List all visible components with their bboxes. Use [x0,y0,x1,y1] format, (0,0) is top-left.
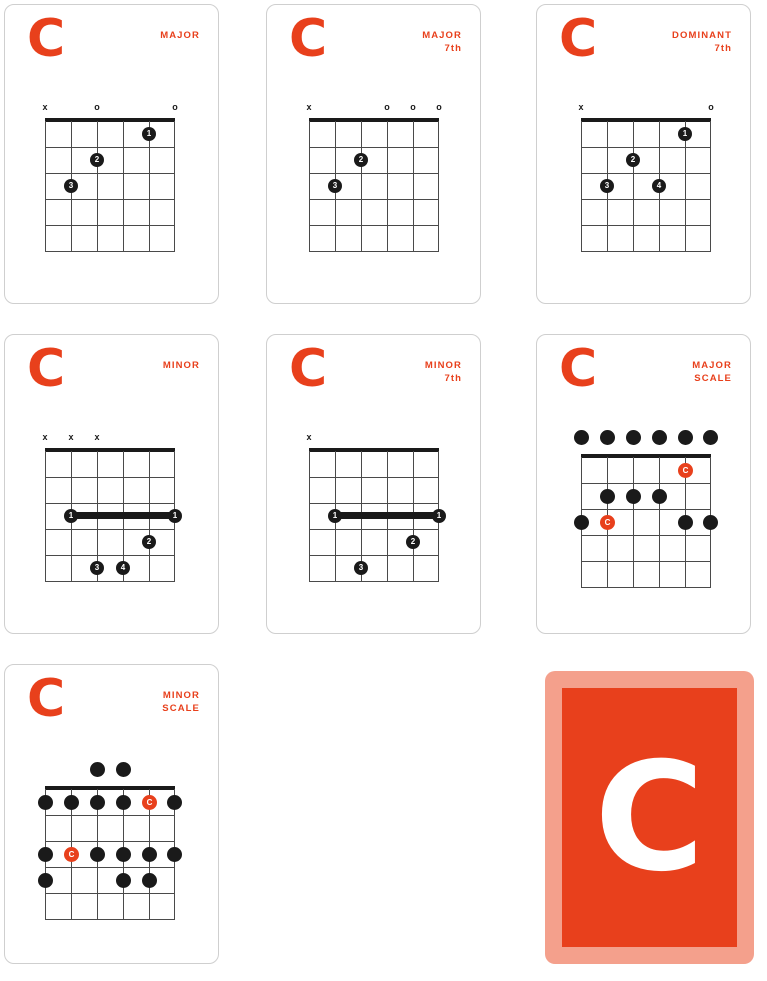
scale-dot [38,795,53,810]
nut [581,454,711,458]
card-root-letter: C [289,9,328,69]
card-label-line1: MINOR [162,690,200,701]
card-label-line2: 7th [444,373,462,384]
fretboard-diagram [581,457,711,587]
scale-dot [167,795,182,810]
fret-line [309,225,439,226]
card-root-letter: C [559,9,598,69]
fret-line [45,867,175,868]
finger-dot: 2 [142,535,156,549]
fret-line [45,529,175,530]
fret-line [581,251,711,252]
string-line [387,121,388,251]
fret-line [45,477,175,478]
fret-line [45,555,175,556]
scale-dot [142,873,157,888]
fret-line [45,251,175,252]
card-back-letter: C [594,730,705,905]
string-marker-open: o [410,102,416,112]
card-label-line1: MINOR [162,360,200,371]
finger-dot: 3 [600,179,614,193]
string-line [659,457,660,587]
scale-card-c-minor-scale[interactable] [4,664,219,964]
fret-line [45,147,175,148]
finger-dot: 4 [116,561,130,575]
scale-dot [90,795,105,810]
fret-line [309,147,439,148]
fret-line [309,529,439,530]
string-line [581,121,582,251]
fret-line [309,173,439,174]
fret-line [581,225,711,226]
scale-dot [600,489,615,504]
string-marker-x: x [42,432,48,442]
fret-line [581,509,711,510]
nut [45,786,175,790]
open-string-dot [116,762,131,777]
scale-root-dot: C [142,795,157,810]
fret-line [309,581,439,582]
fret-line [581,561,711,562]
fretboard-diagram [578,102,714,251]
fret-line [45,815,175,816]
open-string-dot [652,430,667,445]
fret-line [581,587,711,588]
fretboard-diagram [306,432,442,581]
fret-line [581,173,711,174]
string-marker-x: x [306,102,312,112]
string-line [361,121,362,251]
card-label-line1: MAJOR [692,360,732,371]
string-line [633,121,634,251]
nut [309,448,439,452]
nut [309,118,439,122]
nut [45,118,175,122]
fretboard-diagram [42,432,178,581]
scale-dot [90,847,105,862]
open-string-dot [703,430,718,445]
string-line [710,121,711,251]
finger-dot: 3 [90,561,104,575]
string-line [45,121,46,251]
finger-dot: 1 [168,509,182,523]
card-label-line2: 7th [444,43,462,54]
card-root-letter: C [27,339,66,399]
fretboard-diagram [42,102,178,251]
card-label-line1: DOMINANT [672,30,732,41]
fret-line [309,199,439,200]
finger-dot: 3 [328,179,342,193]
fret-line [45,581,175,582]
fret-line [309,477,439,478]
scale-dot [38,847,53,862]
fret-line [581,147,711,148]
card-label-line1: MAJOR [160,30,200,41]
string-line [174,121,175,251]
scale-dot [38,873,53,888]
card-label [162,689,200,715]
string-marker-open: o [384,102,390,112]
scale-dot [167,847,182,862]
scale-root-dot: C [678,463,693,478]
finger-dot: 2 [90,153,104,167]
finger-dot: 1 [432,509,446,523]
fret-line [45,841,175,842]
chord-card-c-dominant-7th[interactable] [536,4,751,304]
fret-line [45,893,175,894]
chord-card-c-major[interactable] [4,4,219,304]
card-label [425,359,462,385]
string-marker-open: o [172,102,178,112]
fret-line [581,199,711,200]
string-marker-x: x [578,102,584,112]
card-label-line2: SCALE [694,373,732,384]
open-string-dot [626,430,641,445]
card-label-line2: SCALE [162,703,200,714]
scale-dot [574,515,589,530]
fret-line [45,173,175,174]
chord-card-c-minor[interactable] [4,334,219,634]
fret-line [45,199,175,200]
finger-dot: 1 [64,509,78,523]
scale-dot [116,847,131,862]
open-string-dot [678,430,693,445]
open-string-dot [574,430,589,445]
scale-dot [703,515,718,530]
card-label [160,29,200,42]
scale-root-dot: C [64,847,79,862]
scale-dot [64,795,79,810]
fret-line [45,225,175,226]
string-marker-open: o [436,102,442,112]
string-line [123,121,124,251]
finger-dot: 3 [354,561,368,575]
string-line [45,451,46,581]
fretboard-diagram [45,789,175,919]
chord-card-c-major-7th[interactable] [266,4,481,304]
string-line [633,457,634,587]
nut [581,118,711,122]
scale-dot [652,489,667,504]
string-line [97,121,98,251]
barre-bar [71,512,175,519]
card-label-line1: MAJOR [422,30,462,41]
string-marker-x: x [68,432,74,442]
finger-dot: 4 [652,179,666,193]
open-string-dot [90,762,105,777]
finger-dot: 3 [64,179,78,193]
card-root-letter: C [559,339,598,399]
scale-dot [142,847,157,862]
scale-card-c-major-scale[interactable] [536,334,751,634]
card-label [163,359,200,372]
card-root-letter: C [27,9,66,69]
fret-line [309,555,439,556]
card-label-line1: MINOR [424,360,462,371]
string-line [413,121,414,251]
fret-line [581,535,711,536]
fret-line [581,483,711,484]
card-label [422,29,462,55]
scale-root-dot: C [600,515,615,530]
string-marker-x: x [306,432,312,442]
fret-line [45,919,175,920]
card-back-panel [562,688,737,947]
finger-dot: 2 [626,153,640,167]
card-back[interactable] [545,671,754,964]
finger-dot: 2 [354,153,368,167]
fret-line [309,251,439,252]
nut [45,448,175,452]
string-marker-x: x [42,102,48,112]
chord-card-c-minor-7th[interactable] [266,334,481,634]
scale-dot [626,489,641,504]
string-marker-open: o [708,102,714,112]
string-marker-x: x [94,432,100,442]
finger-dot: 1 [678,127,692,141]
fretboard-diagram [306,102,442,251]
scale-dot [678,515,693,530]
open-string-dot [600,430,615,445]
finger-dot: 1 [142,127,156,141]
barre-bar [335,512,439,519]
fret-line [45,503,175,504]
fret-line [309,503,439,504]
card-root-letter: C [289,339,328,399]
string-line [438,121,439,251]
string-line [309,121,310,251]
string-line [309,451,310,581]
card-label [672,29,732,55]
scale-dot [116,873,131,888]
finger-dot: 2 [406,535,420,549]
card-label-line2: 7th [714,43,732,54]
card-label [692,359,732,385]
scale-dot [116,795,131,810]
card-root-letter: C [27,669,66,729]
finger-dot: 1 [328,509,342,523]
string-marker-open: o [94,102,100,112]
